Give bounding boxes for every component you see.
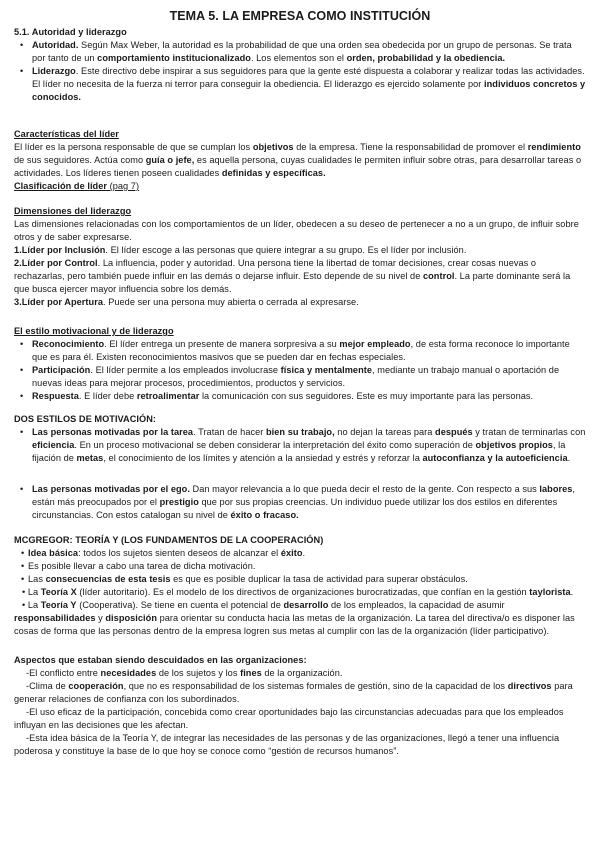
motivacional-list	[14, 338, 586, 403]
section-heading-dos-estilos: DOS ESTILOS DE MOTIVACIÓN:	[14, 414, 157, 424]
dimension-inclusion: 1.Líder por Inclusión. El líder escoge a las personas que quiere integrar a su grupo. Es el líder por inclusión.	[14, 245, 467, 255]
list-item: • Autoridad. Según Max Weber, la autoridad es la probabilidad de que una orden sea obedecida por un grupo de personas. Se trata por tanto de un comportamiento institucionalizado. Los elementos son el orden, probabilidad y la obediencia.	[14, 39, 586, 65]
mcgregor-list	[14, 547, 586, 586]
section-heading-dimensiones: Dimensiones del liderazgo	[14, 206, 132, 216]
section-heading-autoridad: 5.1. Autoridad y liderazgo	[14, 27, 127, 37]
list-item: • Participación. El líder permite a los empleados involucrase física y mentalmente, mediante un trabajo manual o aportación de nuevas ideas para mejorar procesos, procedimientos, productos y servicios.	[14, 364, 586, 390]
clasificacion-link[interactable]: Clasificación de líder (pag 7)	[14, 181, 140, 191]
list-item: • Las personas motivadas por la tarea. Tratan de hacer bien su trabajo, no dejan la tareas para después y tratan de terminarlas con eficiencia. En un proceso motivacional se deben considerar la interpretación del éxito como superación de objetivos propios, la fijación de metas, el conocimiento de los límites y atención a la ansiedad y estrés y reforzar la autoconfianza y la autoeficiencia.	[14, 426, 586, 465]
estilos-list	[14, 426, 586, 522]
section-heading-motivacional: El estilo motivacional y de liderazgo	[14, 326, 174, 336]
caracteristicas-paragraph: El líder es la persona responsable de que se cumplan los objetivos de la empresa. Tiene la responsabilidad de promover el rendimiento de sus seguidores. Actúa como guía o jefe, es aquella persona, cuyas cualidades le permiten influir sobre otras, para desarrollar tareas o actividades. Los líderes tienen poseen cualidades definidas y específicas.	[14, 142, 582, 178]
document-page	[14, 8, 586, 758]
mcgregor-teoria-x: • La Teoría X (líder autoritario). Es el modelo de los directivos de organizaciones burocratizadas, que confían en la gestión taylorista.	[22, 587, 574, 597]
section-heading-mcgregor: MCGREGOR: TEORÍA Y (LOS FUNDAMENTOS DE LA COOPERACIÓN)	[14, 535, 324, 545]
aspecto-participacion: -El uso eficaz de la participación, concebida como crear oportunidades bajo las circunstancias adecuadas para que los empleados influyan en las decisiones que les afectan.	[14, 707, 564, 730]
aspecto-clima: -Clima de cooperación, que no es responsabilidad de los sistemas formales de gestión, sino de la capacidad de los directivos para generar relaciones de confianza con los subordinados.	[14, 681, 573, 704]
aspecto-conflicto: -El conflicto entre necesidades de los sujetos y los fines de la organización.	[26, 668, 343, 678]
page-title: TEMA 5. LA EMPRESA COMO INSTITUCIÓN	[169, 9, 431, 23]
mcgregor-teoria-y: • La Teoría Y (Cooperativa). Se tiene en cuenta el potencial de desarrollo de los empleados, la capacidad de asumir responsabilidades y disposición para orientar su conducta hacia las metas de la organización. La tarea del directiva/o es disponer las cosas de forma que las personas dentro de la empresa logren sus metas al cumplir con las de la organización (líder participativo).	[14, 600, 575, 636]
dimensiones-intro: Las dimensiones relacionadas con los comportamientos de un líder, obedecen a su deseo de pertenecer a no a un grupo, de influir sobre otros y de saber expresarse.	[14, 219, 579, 242]
section-heading-caracteristicas: Características del líder	[14, 129, 119, 139]
aspecto-teoria-y: -Esta idea básica de la Teoría Y, de integrar las necesidades de las personas y de las organizaciones, llegó a tener una influencia poderosa y constituye la base de lo que hoy se conoce como “gestión de recursos humanos”.	[14, 733, 560, 756]
section-heading-aspectos: Aspectos que estaban siendo descuidados en las organizaciones:	[14, 655, 307, 665]
autoridad-list	[14, 39, 586, 104]
list-item: • Respuesta. E líder debe retroalimentar la comunicación con sus seguidores. Este es muy importante para las personas.	[14, 390, 586, 403]
list-item: • Reconocimiento. El líder entrega un presente de manera sorpresiva a su mejor empleado, de esta forma reconoce lo importante que es para él. Existen reconocimientos masivos que se pueden dar en fechas especiales.	[14, 338, 586, 364]
list-item: • Idea básica: todos los sujetos sienten deseos de alcanzar el éxito.	[14, 547, 586, 560]
list-item: • Las personas motivadas por el ego. Dan mayor relevancia a lo que pueda decir el resto de la gente. Con respecto a sus labores, están más preocupados por el prestigio que por sus propias creencias. Un individuo puede utilizar los dos estilos en diferentes circunstancias. Con estos catalogan su nivel de éxito o fracaso.	[14, 483, 586, 522]
list-item: • Liderazgo. Este directivo debe inspirar a sus seguidores para que la gente esté dispuesta a colaborar y realizar todas las actividades. El líder no necesita de la fuerza ni terror para conseguir la obediencia. El liderazgo es ejercido solamente por individuos concretos y conocidos.	[14, 65, 586, 104]
dimension-control: 2.Líder por Control. La influencia, poder y autoridad. Una persona tiene la libertad de tomar decisiones, crear cosas nuevas o rechazarlas, pero también puede influir en las demás o dejarse influir. Esto depende de su nivel de control. La parte dominante será la que busca ejercer mayor influencia sobre los demás.	[14, 258, 571, 294]
list-item: • Es posible llevar a cabo una tarea de dicha motivación.	[14, 560, 586, 573]
dimension-apertura: 3.Líder por Apertura. Puede ser una persona muy abierta o cerrada al expresarse.	[14, 297, 359, 307]
list-item: • Las consecuencias de esta tesis es que es posible duplicar la tasa de actividad para superar obstáculos.	[14, 573, 586, 586]
